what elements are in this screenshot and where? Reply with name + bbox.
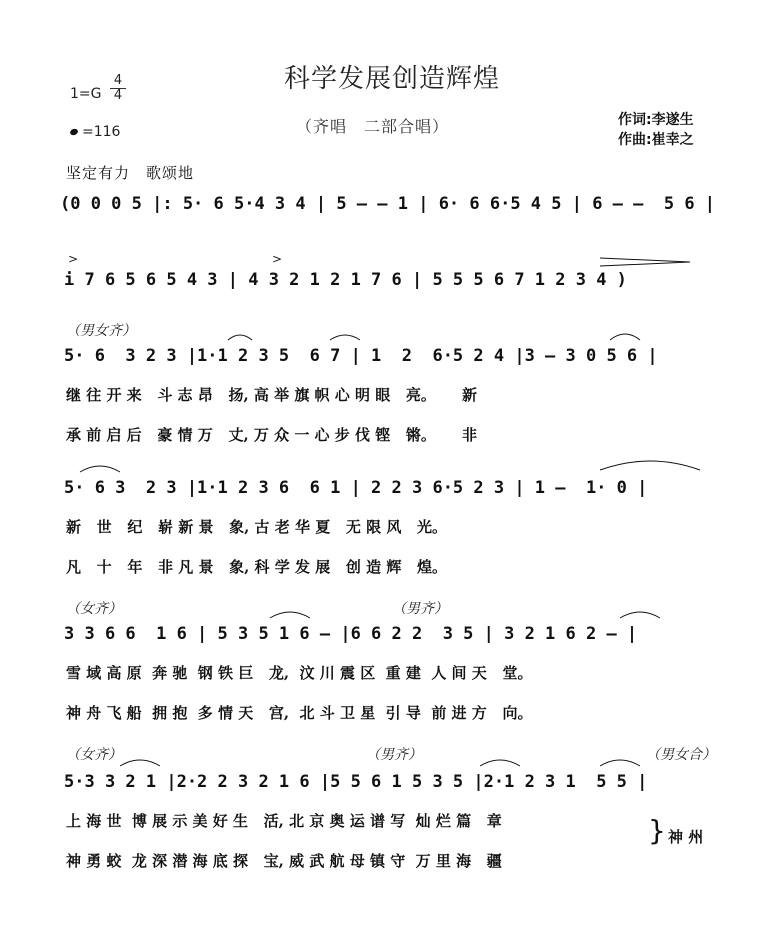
part-label-male: （男齐）	[366, 747, 422, 763]
part-label: （男女齐）	[66, 323, 136, 339]
system-5-notes: 3 3 6 6 1 6 | 5 3 5 1 6 – |6 6 2 2 3 5 | 3 2 1 6 2 – |	[64, 624, 638, 644]
key-signature: 1=G	[70, 86, 102, 102]
system-5-lyric-verse-1: 雪 域 高 原 奔 驰 钢 铁 巨 龙, 汶 川 震 区 重 建 人 间 天 堂。	[66, 664, 533, 682]
system-4-notes: 5· 6 3 2 3 |1·1 2 3 6 6 1 | 2 2 3 6·5 2 3 | 1 – 1· 0 |	[64, 478, 648, 498]
system-6-lyric-verse-1: 上 海 世 博 展 示 美 好 生 活, 北 京 奥 运 谱 写 灿 烂 篇 章	[66, 812, 502, 830]
song-title: 科学发展创造辉煌	[283, 64, 500, 94]
slur-mark	[600, 760, 640, 766]
system-4-lyric-verse-2: 凡 十 年 非 凡 景 象, 科 学 发 展 创 造 辉 煌。	[66, 558, 448, 576]
system-3-lyric-verse-2: 承 前 启 后 豪 情 万 丈, 万 众 一 心 步 伐 铿 锵。 非	[66, 426, 478, 444]
system-3-lyric-verse-1: 继 往 开 来 斗 志 昂 扬, 高 举 旗 帜 心 明 眼 亮。 新	[66, 386, 478, 404]
system-6-brace-lyric: 神 州	[668, 828, 704, 846]
time-numerator: 4	[110, 74, 126, 89]
system-5-lyric-verse-2: 神 舟 飞 船 拥 抱 多 情 天 宫, 北 斗 卫 星 引 导 前 进 方 向。	[66, 704, 533, 722]
accent-mark: >	[272, 252, 283, 266]
slur-mark	[120, 760, 160, 766]
slur-mark	[620, 612, 660, 618]
system-4-lyric-verse-1: 新 世 纪 崭 新 景 象, 古 老 华 夏 无 限 风 光。	[66, 518, 448, 536]
expression-marking: 坚定有力 歌颂地	[66, 164, 195, 182]
lyricist: 作词:李遂生	[618, 112, 694, 128]
slur-mark	[610, 334, 640, 340]
system-6-lyric-verse-2: 神 勇 蛟 龙 深 潜 海 底 探 宝, 威 武 航 母 镇 守 万 里 海 疆	[66, 852, 502, 870]
crescendo-mark	[600, 258, 690, 266]
composer: 作曲:崔幸之	[618, 132, 694, 148]
part-label-mixed: （男女合）	[646, 747, 716, 763]
part-label-male: （男齐）	[392, 601, 448, 617]
slur-mark	[330, 335, 360, 340]
accent-mark: >	[68, 252, 79, 266]
slur-mark	[600, 461, 700, 470]
system-2-notes: i 7 6 5 6 5 4 3 | 4 3 2 1 2 1 7 6 | 5 5 5 6 7 1 2 3 4 )	[64, 270, 627, 290]
slur-mark	[80, 466, 120, 472]
slur-mark	[480, 760, 520, 766]
system-6-notes: 5·3 3 2 1 |2·2 2 3 2 1 6 |5 5 6 1 5 3 5 |2·1 2 3 1 5 5 |	[64, 772, 648, 792]
part-label-female: （女齐）	[66, 747, 122, 763]
slur-mark	[228, 335, 252, 340]
system-3-notes: 5· 6 3 2 3 |1·1 2 3 5 6 7 | 1 2 6·5 2 4 |3 – 3 0 5 6 |	[64, 346, 658, 366]
tempo-value: =116	[82, 124, 121, 140]
song-subtitle: （齐唱 二部合唱）	[296, 117, 450, 136]
part-label-female: （女齐）	[66, 601, 122, 617]
time-denominator: 4	[113, 88, 123, 103]
brace-icon: }	[648, 814, 666, 847]
slur-mark	[270, 612, 310, 618]
system-1-notes: (0 0 0 5 |: 5· 6 5·4 3 4 | 5 – – 1 | 6· 6 6·5 4 5 | 6 – – 5 6 |	[60, 194, 716, 214]
